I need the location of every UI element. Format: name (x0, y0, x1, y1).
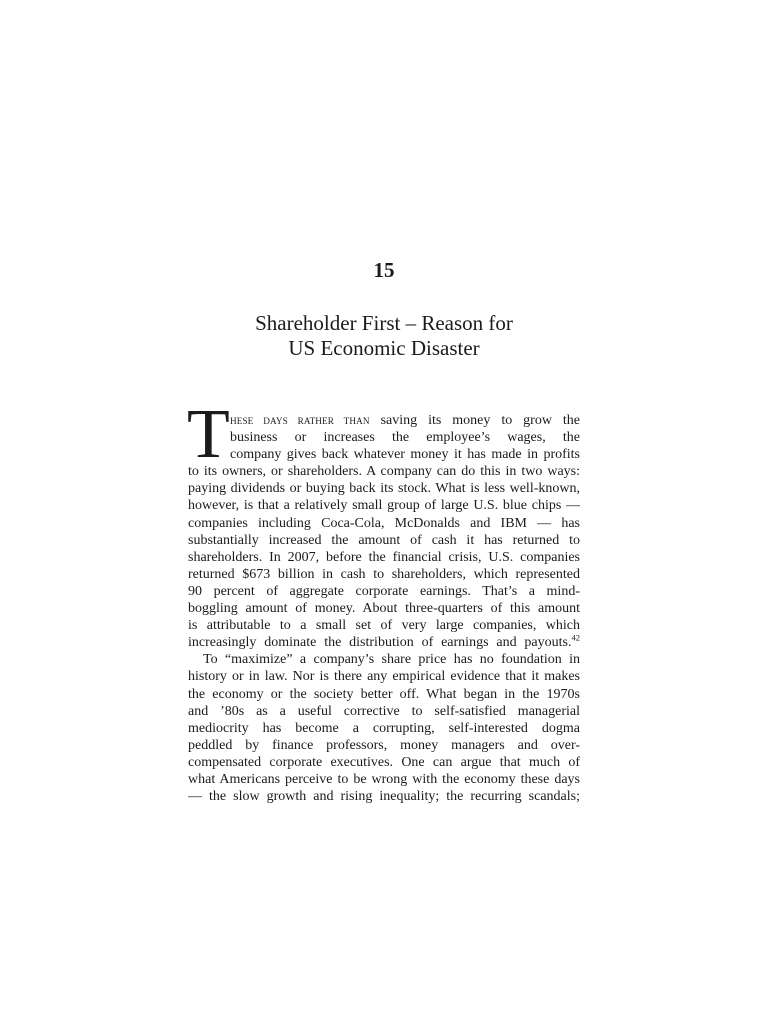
body-line: returned $673 billion in cash to shareholders, which represented (188, 566, 580, 582)
chapter-title-line: US Economic Disaster (288, 336, 480, 360)
body-line: substantially increased the amount of cash it has returned to (188, 532, 580, 548)
chapter-title-line: Shareholder First – Reason for (255, 311, 513, 335)
body-line: boggling amount of money. About three-quarters of this amount (188, 601, 580, 617)
footnote-ref: 42 (571, 634, 580, 643)
body-line-text: saving its money to grow the (380, 413, 580, 428)
body-line: To “maximize” a company’s share price has no foundation in (203, 652, 580, 668)
body-line: however, is that a relatively small group of large U.S. blue chips — (188, 498, 580, 514)
body-line: paying dividends or buying back its stock. What is less well-known, (188, 481, 580, 497)
body-line: what Americans perceive to be wrong with the economy these days (188, 771, 580, 787)
body-line: is attributable to a small set of very large companies, which (188, 618, 580, 634)
chapter-body (187, 396, 580, 805)
body-line: peddled by finance professors, money managers and over- (188, 737, 580, 753)
body-line: compensated corporate executives. One can argue that much of (188, 754, 580, 770)
body-line: to its owners, or shareholders. A company can do this in two ways: (188, 464, 580, 480)
body-line: shareholders. In 2007, before the financial crisis, U.S. companies (188, 549, 580, 565)
chapter-number: 15 (373, 258, 395, 282)
paragraph-1 (188, 412, 580, 651)
paragraph-2 (188, 651, 580, 805)
lead-in-small-caps: HESE DAYS RATHER THAN (230, 416, 370, 426)
body-line: business or increases the employee’s wages, the (230, 430, 580, 446)
body-line (188, 412, 580, 429)
chapter-title (0, 311, 768, 361)
drop-cap: T (187, 396, 230, 473)
body-line: — the slow growth and rising inequality; the recurring scandals; (188, 789, 580, 805)
body-line: company gives back whatever money it has made in profits (230, 447, 580, 463)
body-line (188, 634, 580, 651)
body-line: 90 percent of aggregate corporate earnings. That’s a mind- (188, 583, 580, 599)
body-line: and ’80s as a useful corrective to self-satisfied managerial (188, 703, 580, 719)
body-line: the economy or the society better off. What began in the 1970s (188, 686, 580, 702)
body-line-text: increasingly dominate the distribution of earnings and payouts. (188, 635, 572, 651)
body-line: companies including Coca-Cola, McDonalds and IBM — has (188, 515, 580, 531)
body-line: mediocrity has become a corrupting, self-interested dogma (188, 720, 580, 736)
body-line: history or in law. Nor is there any empirical evidence that it makes (188, 669, 580, 685)
